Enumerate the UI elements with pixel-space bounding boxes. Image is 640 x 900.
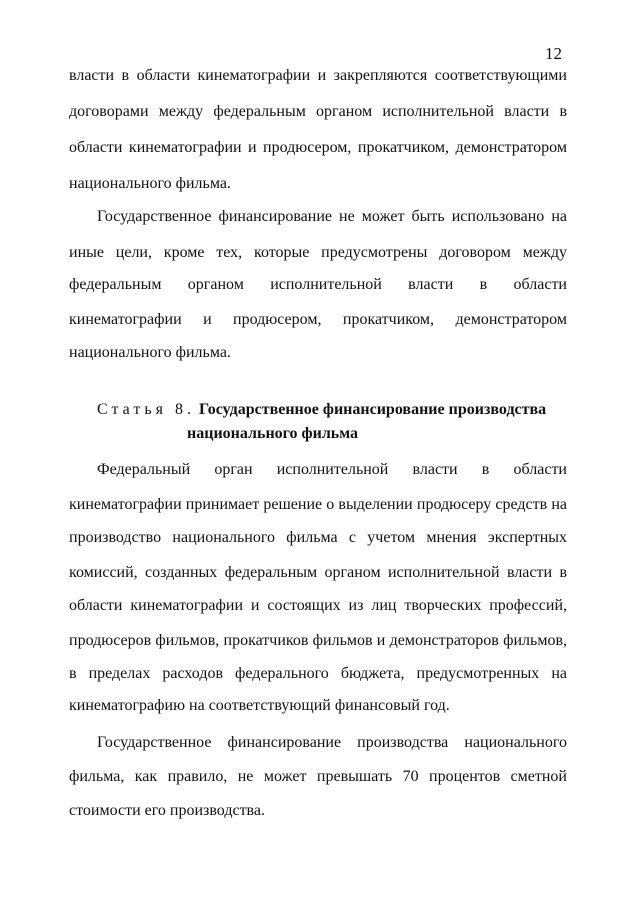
text-line: власти в области кинематографии и закрепляются соответствующими [69,67,567,84]
text-line: продюсеров фильмов, прокатчиков фильмов и демонстраторов фильмов, [69,632,567,649]
text-line: Федеральный орган исполнительной власти в области [97,461,567,478]
text-line: Государственное финансирование производства национального [97,734,567,751]
text-line: Государственное финансирование не может быть использовано на [97,208,567,225]
article-title-line-2: национального фильма [187,425,359,442]
text-line: области кинематографии и состоящих из лиц творческих профессий, [69,597,567,614]
article-heading-line-1 [97,400,546,420]
text-line: в пределах расходов федерального бюджета, предусмотренных на [69,665,567,682]
article-title-line-1: Государственное финансирование производства [198,401,547,418]
article-label: Статья 8. [97,401,195,418]
text-line: национального фильма. [69,175,231,192]
text-line: производство национального фильма с учетом мнения экспертных [69,529,567,546]
text-line: кинематографию на соответствующий финансовый год. [69,697,450,714]
text-line: стоимости его производства. [69,802,265,819]
text-line: национального фильма. [69,344,231,361]
text-line: кинематографии принимает решение о выделении продюсеру средств на [69,496,567,513]
text-line: договорами между федеральным органом исполнительной власти в [69,103,567,120]
text-line: области кинематографии и продюсером, прокатчиком, демонстратором [69,139,567,156]
text-line: федеральным органом исполнительной власти в области [69,276,567,293]
page-number: 12 [545,44,562,63]
text-line: фильма, как правило, не может превышать 70 процентов сметной [69,768,567,785]
text-line: кинематографии и продюсером, прокатчиком, демонстратором [69,311,567,328]
text-line: иные цели, кроме тех, которые предусмотрены договором между [69,244,567,261]
text-line: комиссий, созданных федеральным органом исполнительной власти в [69,564,567,581]
